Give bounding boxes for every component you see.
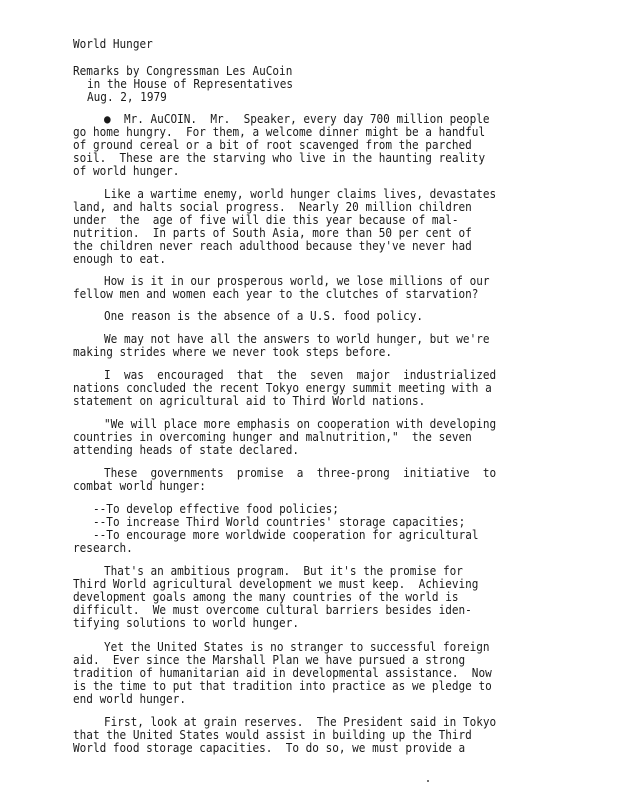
paragraph-1-line-2: go home hungry. For them, a welcome dinner might be a handful xyxy=(73,125,486,139)
paragraph-2-line-6: enough to eat. xyxy=(73,252,167,266)
paragraph-3-line-1: How is it in our prosperous world, we lose millions of our xyxy=(104,274,490,288)
paragraph-1-line-1: ● Mr. AuCOIN. Mr. Speaker, every day 700 million people xyxy=(104,112,490,126)
paragraph-11-line-1: First, look at grain reserves. The President said in Tokyo xyxy=(104,715,497,729)
paragraph-8-line-2: combat world hunger: xyxy=(73,479,206,493)
byline-venue: in the House of Representatives xyxy=(87,77,294,91)
paragraph-10-line-5: end world hunger. xyxy=(73,692,187,706)
scan-speck xyxy=(427,780,429,782)
paragraph-11-line-2: that the United States would assist in building up the Third xyxy=(73,728,472,742)
list-item-continuation: research. xyxy=(73,541,133,555)
paragraph-6-line-1: I was encouraged that the seven major industrialized xyxy=(104,368,497,382)
paragraph-5-line-2: making strides where we never took steps before. xyxy=(73,345,393,359)
list-item: --To encourage more worldwide cooperation for agricultural xyxy=(93,528,479,542)
byline-speaker: Remarks by Congressman Les AuCoin xyxy=(73,64,293,78)
paragraph-10-line-3: tradition of humanitarian aid in developmental assistance. Now xyxy=(73,666,492,680)
document-title: World Hunger xyxy=(73,37,153,51)
paragraph-2-line-3: under the age of five will die this year because of mal- xyxy=(73,213,459,227)
paragraph-9-line-5: tifying solutions to world hunger. xyxy=(73,616,299,630)
paragraph-1-line-3: of ground cereal or a bit of root scavenged from the parched xyxy=(73,138,472,152)
paragraph-2-line-5: the children never reach adulthood because they've never had xyxy=(73,239,472,253)
paragraph-2-line-1: Like a wartime enemy, world hunger claims lives, devastates xyxy=(104,187,497,201)
list-item: --To increase Third World countries' storage capacities; xyxy=(93,515,466,529)
paragraph-2-line-4: nutrition. In parts of South Asia, more than 50 per cent of xyxy=(73,226,472,240)
paragraph-1-line-5: of world hunger. xyxy=(73,164,180,178)
paragraph-9-line-2: Third World agricultural development we must keep. Achieving xyxy=(73,577,479,591)
paragraph-9-line-4: difficult. We must overcome cultural barriers besides iden- xyxy=(73,603,472,617)
paragraph-3-line-2: fellow men and women each year to the clutches of starvation? xyxy=(73,287,479,301)
paragraph-11-line-3: World food storage capacities. To do so, we must provide a xyxy=(73,741,466,755)
paragraph-6-line-3: statement on agricultural aid to Third World nations. xyxy=(73,394,426,408)
paragraph-8-line-1: These governments promise a three-prong initiative to xyxy=(104,466,497,480)
paragraph-10-line-1: Yet the United States is no stranger to successful foreign xyxy=(104,640,490,654)
list-item: --To develop effective food policies; xyxy=(93,502,339,516)
paragraph-7-line-1: "We will place more emphasis on cooperation with developing xyxy=(104,417,497,431)
paragraph-7-line-2: countries in overcoming hunger and malnutrition," the seven xyxy=(73,430,472,444)
paragraph-7-line-3: attending heads of state declared. xyxy=(73,443,299,457)
paragraph-2-line-2: land, and halts social progress. Nearly 20 million children xyxy=(73,200,472,214)
paragraph-6-line-2: nations concluded the recent Tokyo energy summit meeting with a xyxy=(73,381,492,395)
paragraph-9-line-1: That's an ambitious program. But it's the promise for xyxy=(104,564,463,578)
paragraph-10-line-4: is the time to put that tradition into practice as we pledge to xyxy=(73,679,492,693)
paragraph-10-line-2: aid. Ever since the Marshall Plan we have pursued a strong xyxy=(73,653,466,667)
paragraph-9-line-3: development goals among the many countries of the world is xyxy=(73,590,459,604)
paragraph-1-line-4: soil. These are the starving who live in the haunting reality xyxy=(73,151,486,165)
byline-date: Aug. 2, 1979 xyxy=(87,90,167,104)
paragraph-5-line-1: We may not have all the answers to world hunger, but we're xyxy=(104,332,490,346)
paragraph-4-line-1: One reason is the absence of a U.S. food policy. xyxy=(104,309,424,323)
